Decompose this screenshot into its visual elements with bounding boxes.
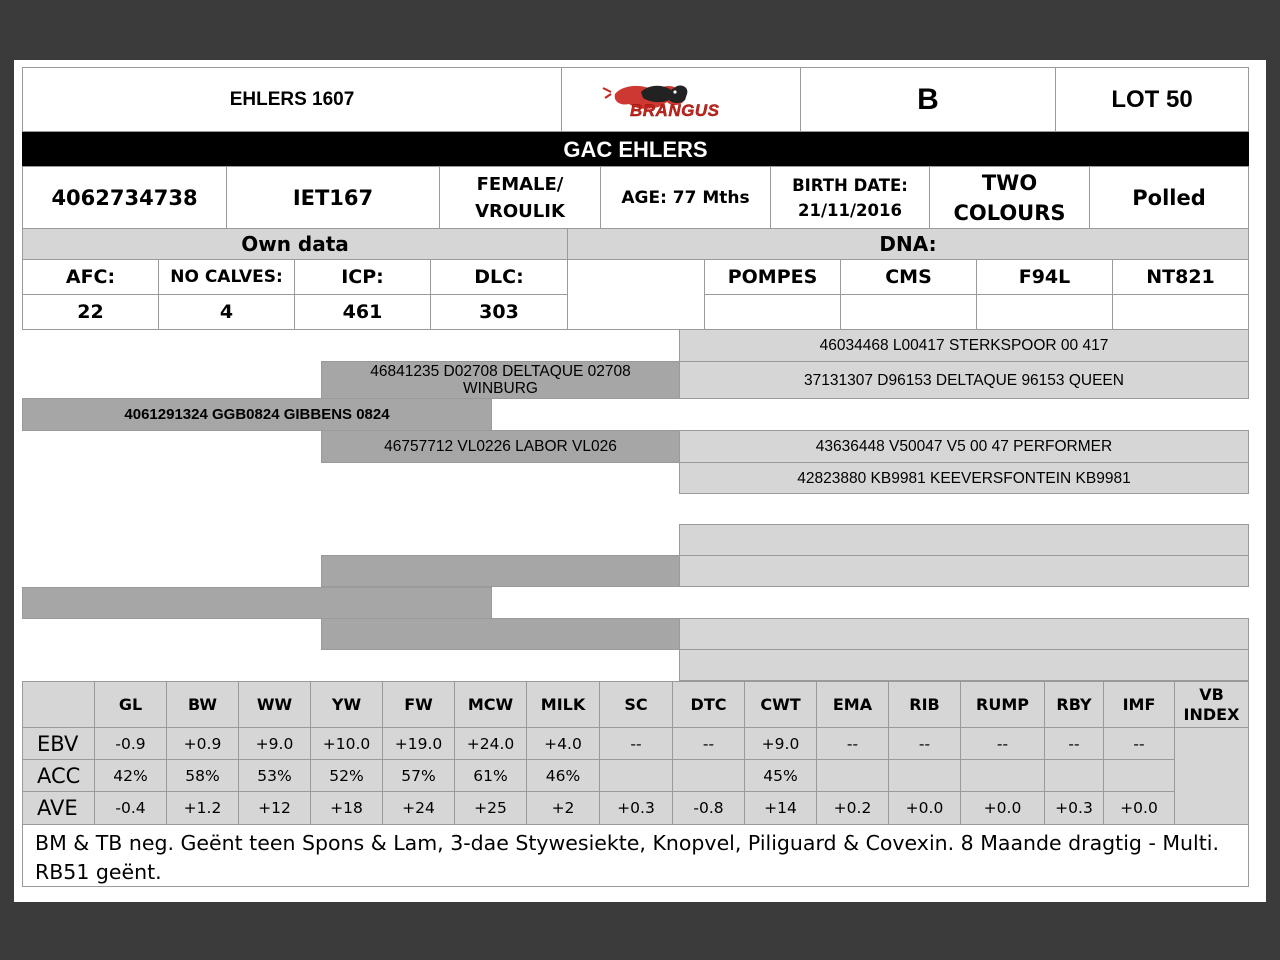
- ebv-cell: --: [888, 727, 961, 760]
- acc-cell: 61%: [454, 759, 527, 792]
- ave-cell: +0.0: [888, 791, 961, 825]
- acc-cell: [816, 759, 889, 792]
- pedigree-sdd: 42823880 KB9981 KEEVERSFONTEIN KB9981: [679, 462, 1249, 494]
- ave-row-label: AVE: [22, 791, 95, 825]
- pedigree-dam-dam: [321, 618, 680, 650]
- ebv-corner: [22, 681, 95, 728]
- ebv-header-imf: IMF: [1103, 681, 1175, 728]
- ave-cell: +0.0: [1103, 791, 1175, 825]
- pedigree-dds: [679, 618, 1249, 650]
- acc-cell: [888, 759, 961, 792]
- vb-index-line-2: INDEX: [1183, 704, 1240, 724]
- birth-date: [770, 166, 930, 229]
- dna-value-pompes: [704, 294, 841, 330]
- ave-cell: +0.0: [960, 791, 1045, 825]
- sex: [439, 166, 601, 229]
- id-number: 4062734738: [22, 166, 227, 229]
- ave-cell: +18: [310, 791, 383, 825]
- acc-cell: 45%: [744, 759, 817, 792]
- ebv-cell: --: [672, 727, 745, 760]
- ebv-header-cwt: CWT: [744, 681, 817, 728]
- ebv-cell: --: [816, 727, 889, 760]
- ebv-header-yw: YW: [310, 681, 383, 728]
- own-value-afc: 22: [22, 294, 159, 330]
- ebv-header-vb-index: [1174, 681, 1249, 728]
- ebv-cell: +4.0: [526, 727, 600, 760]
- ave-cell: +14: [744, 791, 817, 825]
- own-data-title: Own data: [22, 228, 568, 260]
- acc-cell: [599, 759, 673, 792]
- ebv-cell: +10.0: [310, 727, 383, 760]
- tag-number: IET167: [226, 166, 440, 229]
- acc-cell: [1044, 759, 1104, 792]
- logo-text: BRANGUS: [630, 101, 720, 120]
- dna-blank: [567, 259, 705, 330]
- acc-cell: [672, 759, 745, 792]
- ave-cell: +0.2: [816, 791, 889, 825]
- dna-value-cms: [840, 294, 977, 330]
- ebv-cell: --: [1044, 727, 1104, 760]
- ebv-header-rib: RIB: [888, 681, 961, 728]
- ebv-header-ema: EMA: [816, 681, 889, 728]
- notes: BM & TB neg. Geënt teen Spons & Lam, 3-dae Stywesiekte, Knopvel, Piliguard & Covexin. 8 Maande dragtig - Multi. RB51 geënt.: [22, 824, 1249, 887]
- dna-value-nt821: [1112, 294, 1249, 330]
- horn-status: Polled: [1089, 166, 1249, 229]
- pedigree-sds: 43636448 V50047 V5 00 47 PERFORMER: [679, 430, 1249, 463]
- dna-title: DNA:: [567, 228, 1249, 260]
- ebv-cell: -0.9: [94, 727, 167, 760]
- pedigree-ssd: 37131307 D96153 DELTAQUE 96153 QUEEN: [679, 361, 1249, 399]
- vb-index-line-1: VB: [1199, 684, 1224, 704]
- ave-cell: +1.2: [166, 791, 239, 825]
- acc-cell: 58%: [166, 759, 239, 792]
- own-label-afc: AFC:: [22, 259, 159, 295]
- pedigree-dam: [22, 587, 492, 619]
- acc-cell: [960, 759, 1045, 792]
- brangus-logo: [561, 67, 801, 132]
- ave-cell: +0.3: [1044, 791, 1104, 825]
- ebv-row-label: EBV: [22, 727, 95, 760]
- ebv-header-gl: GL: [94, 681, 167, 728]
- dna-label-cms: CMS: [840, 259, 977, 295]
- ebv-header-dtc: DTC: [672, 681, 745, 728]
- ave-cell: +25: [454, 791, 527, 825]
- ebv-cell: +19.0: [382, 727, 455, 760]
- dna-label-nt821: NT821: [1112, 259, 1249, 295]
- sex-line-2: VROULIK: [475, 200, 565, 222]
- pedigree-sss: 46034468 L00417 STERKSPOOR 00 417: [679, 329, 1249, 362]
- sex-line-1: FEMALE/: [476, 173, 564, 195]
- own-label-calves: NO CALVES:: [158, 259, 295, 295]
- colour-line-2: COLOURS: [953, 200, 1066, 225]
- animal-name: GAC EHLERS: [22, 132, 1249, 167]
- dna-value-f94l: [976, 294, 1113, 330]
- birth-date-value: 21/11/2016: [798, 200, 902, 220]
- ebv-header-ww: WW: [238, 681, 311, 728]
- colour-line-1: TWO: [981, 170, 1038, 195]
- age: AGE: 77 Mths: [600, 166, 771, 229]
- ebv-header-milk: MILK: [526, 681, 600, 728]
- ebv-cell: +9.0: [744, 727, 817, 760]
- ebv-header-fw: FW: [382, 681, 455, 728]
- pedigree-dam-sire: [321, 555, 680, 587]
- own-value-calves: 4: [158, 294, 295, 330]
- acc-cell: 42%: [94, 759, 167, 792]
- ebv-cell: +0.9: [166, 727, 239, 760]
- ave-cell: +0.3: [599, 791, 673, 825]
- ave-cell: -0.8: [672, 791, 745, 825]
- acc-cell: 52%: [310, 759, 383, 792]
- vb-index-value: [1174, 727, 1249, 825]
- ebv-header-rby: RBY: [1044, 681, 1104, 728]
- pedigree-sire-dam: 46757712 VL0226 LABOR VL026: [321, 430, 680, 463]
- pedigree-ddd: [679, 649, 1249, 681]
- acc-row-label: ACC: [22, 759, 95, 792]
- acc-cell: [1103, 759, 1175, 792]
- acc-cell: 53%: [238, 759, 311, 792]
- pedigree-dsd: [679, 555, 1249, 587]
- ave-cell: +2: [526, 791, 600, 825]
- pedigree-sire-sire: 46841235 D02708 DELTAQUE 02708 WINBURG: [321, 361, 680, 399]
- ebv-header-sc: SC: [599, 681, 673, 728]
- own-value-icp: 461: [294, 294, 431, 330]
- pedigree-sire: 4061291324 GGB0824 GIBBENS 0824: [22, 398, 492, 431]
- birth-date-label: BIRTH DATE:: [792, 175, 908, 195]
- ebv-header-bw: BW: [166, 681, 239, 728]
- own-label-icp: ICP:: [294, 259, 431, 295]
- lot-card: [14, 60, 1266, 902]
- dna-label-pompes: POMPES: [704, 259, 841, 295]
- grade: B: [800, 67, 1056, 132]
- ebv-header-mcw: MCW: [454, 681, 527, 728]
- colour: [929, 166, 1090, 229]
- ebv-cell: --: [599, 727, 673, 760]
- acc-cell: 46%: [526, 759, 600, 792]
- ebv-cell: --: [1103, 727, 1175, 760]
- lot-number: LOT 50: [1055, 67, 1249, 132]
- pedigree-dss: [679, 524, 1249, 556]
- ebv-cell: +9.0: [238, 727, 311, 760]
- ebv-header-rump: RUMP: [960, 681, 1045, 728]
- ave-cell: -0.4: [94, 791, 167, 825]
- ave-cell: +12: [238, 791, 311, 825]
- ebv-cell: --: [960, 727, 1045, 760]
- dna-label-f94l: F94L: [976, 259, 1113, 295]
- ebv-cell: +24.0: [454, 727, 527, 760]
- header-name: EHLERS 1607: [22, 67, 562, 132]
- acc-cell: 57%: [382, 759, 455, 792]
- own-value-dlc: 303: [430, 294, 568, 330]
- ave-cell: +24: [382, 791, 455, 825]
- own-label-dlc: DLC:: [430, 259, 568, 295]
